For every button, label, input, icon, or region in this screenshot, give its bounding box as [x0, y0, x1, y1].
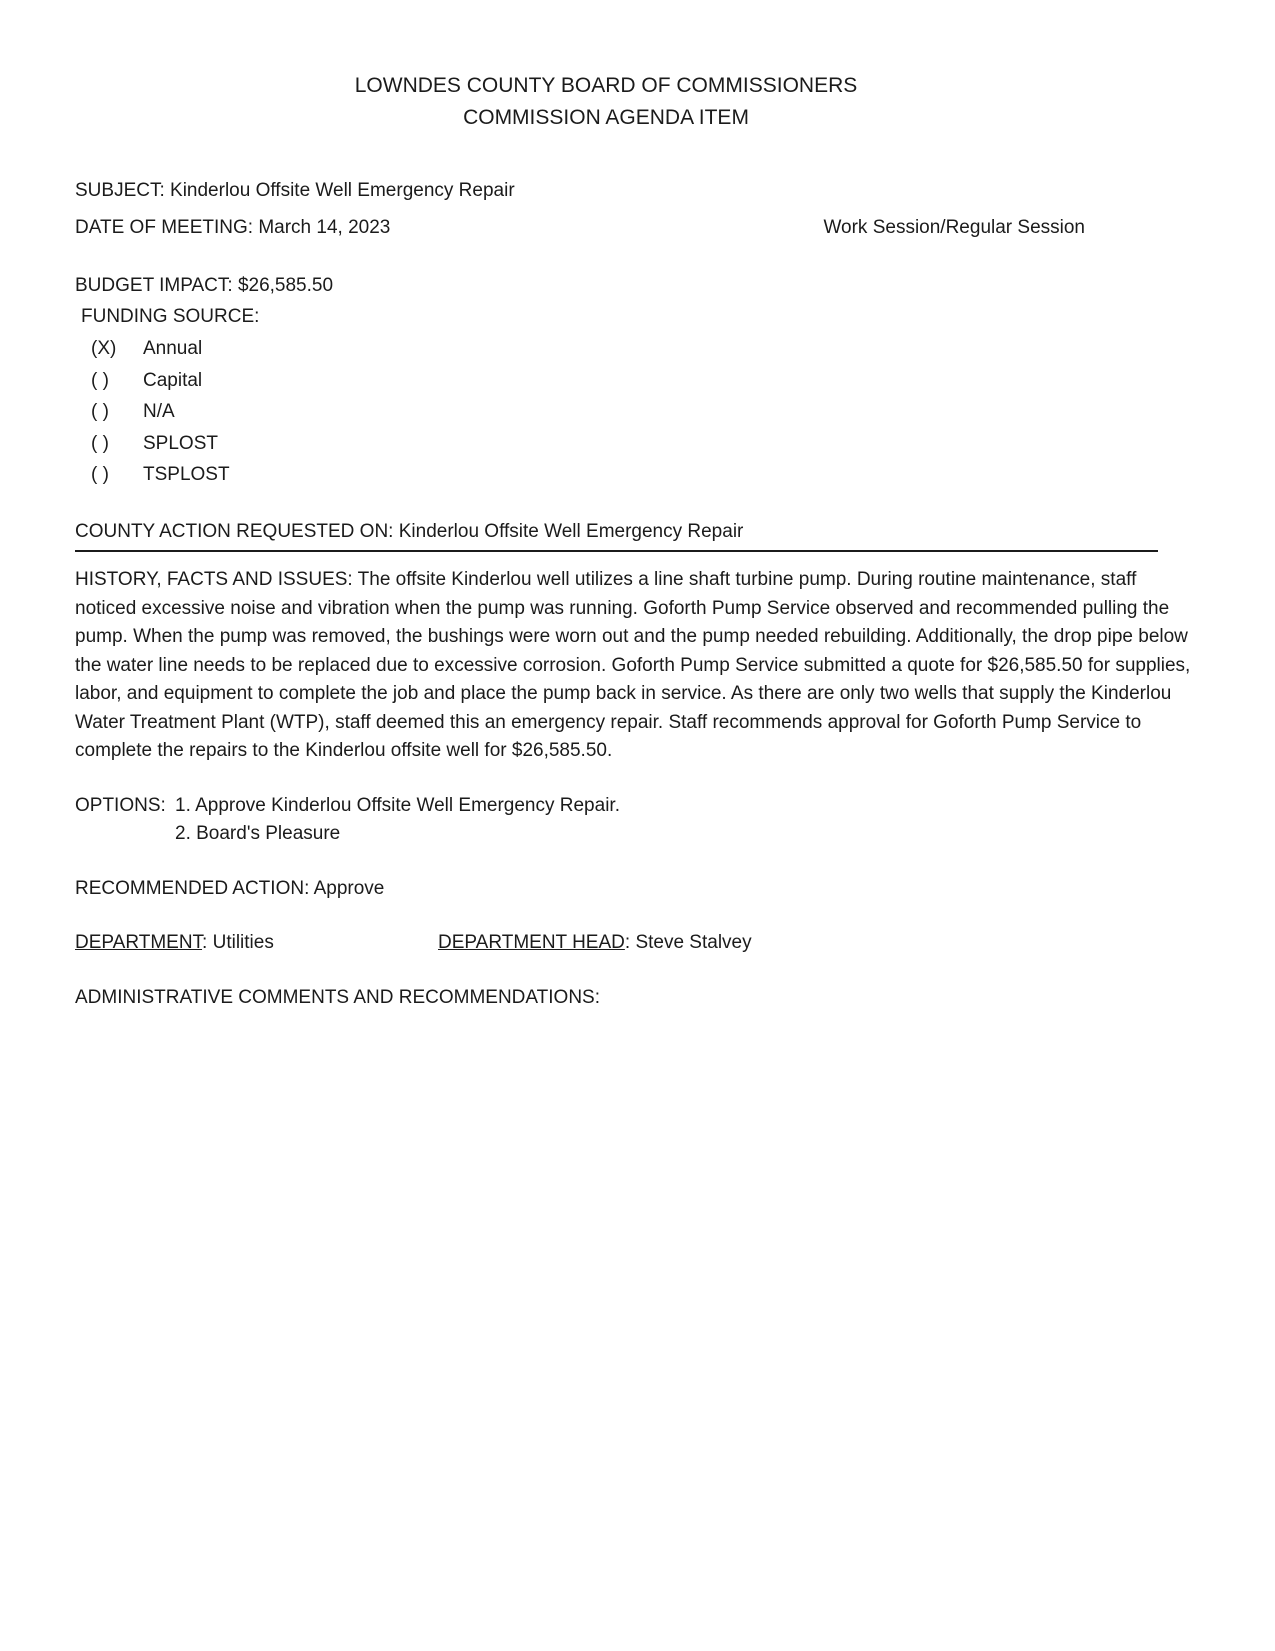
funding-option-label: TSPLOST — [143, 464, 230, 485]
department-head-field — [438, 929, 752, 958]
funding-source-label: FUNDING SOURCE: — [81, 305, 260, 327]
county-action-label: COUNTY ACTION REQUESTED ON: — [75, 520, 394, 542]
department-head-separator: : — [624, 932, 631, 953]
budget-impact-row — [75, 272, 1197, 301]
funding-option-label: SPLOST — [143, 432, 218, 454]
funding-option-splost — [75, 430, 1197, 459]
recommended-action-value: Approve — [313, 877, 385, 899]
option-item-1: 1. Approve Kinderlou Offsite Well Emergency Repair. — [175, 794, 620, 816]
department-field — [75, 929, 438, 958]
header-line-1: LOWNDES COUNTY BOARD OF COMMISSIONERS — [354, 74, 858, 97]
history-label: HISTORY, FACTS AND ISSUES: — [75, 569, 353, 590]
session-type: Work Session/Regular Session — [823, 216, 1085, 238]
checkbox-mark-capital: ( ) — [91, 369, 109, 391]
admin-comments-label: ADMINISTRATIVE COMMENTS AND RECOMMENDATIONS: — [75, 986, 600, 1008]
history-text: The offsite Kinderlou well utilizes a line shaft turbine pump. During routine maintenance, staff noticed excessive noise and vibration when the pump was running. Goforth Pump Service observed and recommended pulling the pump. When the pump was removed, the bushings were worn out and the pump needed rebuilding. Additionally, the drop pipe below the water line needs to be replaced due to excessive corrosion. Goforth Pump Service submitted a quote for $26,585.50 for supplies, labor, and equipment to complete the job and place the pump back in service. As there are only two wells that supply the Kinderlou Water Treatment Plant (WTP), staff deemed this an emergency repair. Staff recommends approval for Goforth Pump Service to complete the repairs to the Kinderlou offsite well for $26,585.50. — [75, 569, 1191, 761]
header-line-2: COMMISSION AGENDA ITEM — [463, 105, 749, 129]
checkbox-mark-splost: ( ) — [91, 432, 109, 454]
options-items — [175, 792, 620, 849]
county-action-value: Kinderlou Offsite Well Emergency Repair — [398, 520, 744, 542]
funding-option-na — [75, 398, 1197, 427]
funding-option-tsplost — [75, 461, 1197, 490]
budget-impact-label: BUDGET IMPACT: — [75, 275, 233, 296]
subject-row — [75, 177, 1197, 206]
funding-option-capital — [75, 367, 1197, 396]
options-label: OPTIONS: — [75, 794, 166, 816]
meeting-date — [75, 214, 390, 243]
department-head-value: Steve Stalvey — [635, 932, 752, 953]
budget-impact-value: $26,585.50 — [237, 275, 334, 296]
options-section — [75, 792, 1197, 849]
department-value: Utilities — [212, 932, 274, 953]
history-facts-issues — [75, 566, 1197, 766]
funding-source-list — [75, 335, 1197, 490]
meeting-row — [75, 214, 1197, 243]
document-header — [75, 70, 1137, 133]
checkbox-mark-tsplost: ( ) — [91, 464, 109, 485]
subject-label: SUBJECT: — [75, 180, 165, 201]
recommended-action-row — [75, 875, 1197, 904]
county-action-row — [75, 518, 1158, 553]
option-item-2: 2. Board's Pleasure — [175, 823, 341, 844]
department-head-label: DEPARTMENT HEAD — [438, 932, 625, 953]
meeting-date-value: March 14, 2023 — [258, 216, 391, 238]
checkbox-mark-na: ( ) — [91, 401, 109, 422]
department-row — [75, 929, 1197, 958]
funding-option-annual — [75, 335, 1197, 364]
department-label: DEPARTMENT — [75, 932, 203, 953]
checkbox-mark-annual: (X) — [91, 338, 117, 359]
funding-option-label: N/A — [143, 401, 175, 422]
recommended-action-label: RECOMMENDED ACTION: — [75, 877, 310, 899]
subject-value: Kinderlou Offsite Well Emergency Repair — [170, 180, 515, 201]
meeting-date-label: DATE OF MEETING: — [75, 216, 254, 238]
funding-option-label: Capital — [143, 369, 203, 391]
department-separator: : — [202, 932, 208, 953]
funding-option-label: Annual — [143, 338, 203, 359]
